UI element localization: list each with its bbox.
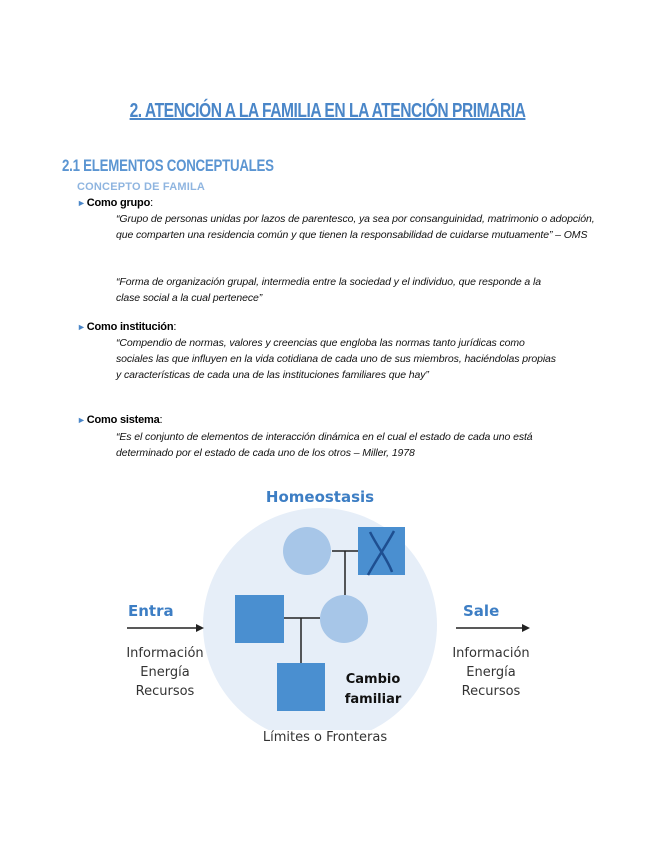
input-list [110, 644, 220, 701]
triangle-right-icon: ► [77, 198, 86, 208]
input-item: Información [126, 646, 204, 661]
cambio-familiar-label [330, 670, 416, 710]
bullet-label: Como sistema [86, 414, 160, 426]
female-circle-top [283, 527, 331, 575]
bullet-como-grupo: ►Como grupo: [77, 197, 153, 209]
bullet-como-institucion: ►Como institución: [77, 321, 177, 333]
bullet-label: Como institución [86, 321, 174, 333]
quote-grupo-forma: “Forma de organización grupal, intermedia entre la sociedad y el individuo, que responde a la clase social a la cual pertenece” [116, 276, 541, 304]
homeostasis-label: Homeostasis [265, 488, 375, 506]
child-square [277, 663, 325, 711]
page-title: 2. ATENCIÓN A LA FAMILIA EN LA ATENCIÓN PRIMARIA [129, 100, 526, 122]
output-item: Energía [466, 665, 516, 680]
male-square-left [235, 595, 284, 643]
entra-label: Entra [128, 602, 174, 620]
output-arrow-head [522, 624, 530, 632]
bullet-como-sistema: ►Como sistema: [77, 414, 163, 426]
output-list [436, 644, 546, 701]
boundary-label: Límites o Fronteras [240, 730, 410, 745]
bullet-label: Como grupo [86, 197, 151, 209]
triangle-right-icon: ► [77, 322, 86, 332]
triangle-right-icon: ► [77, 415, 86, 425]
output-item: Recursos [461, 684, 521, 699]
input-arrow-head [196, 624, 204, 632]
section-heading: 2.1 ELEMENTOS CONCEPTUALES [62, 156, 274, 175]
input-item: Recursos [135, 684, 195, 699]
quote-sistema: “Es el conjunto de elementos de interacción dinámica en el cual el estado de cada uno está determinado por el estado de cada uno de los otros – Miller, 1978 [116, 431, 533, 459]
quote-grupo-oms: “Grupo de personas unidas por lazos de parentesco, ya sea por consanguinidad, matrimonio o adopción, que comparten una residencia común y que tienen la responsabilidad de cuidarse mutuamente” – OMS [116, 213, 595, 241]
input-item: Energía [140, 665, 190, 680]
output-item: Información [452, 646, 530, 661]
cambio-label-line1: Cambio [345, 672, 401, 687]
cambio-label-line2: familiar [344, 692, 402, 707]
sale-label: Sale [463, 602, 500, 620]
subsection-heading: CONCEPTO DE FAMILA [77, 181, 206, 193]
female-circle-middle [320, 595, 368, 643]
quote-institucion: “Compendio de normas, valores y creencias que engloba las normas tanto jurídicas como sociales las que influyen en la vida cotidiana de cada uno de sus miembros, haciéndolas propias y características de cada una de las instituciones familiares que hay” [116, 337, 556, 381]
